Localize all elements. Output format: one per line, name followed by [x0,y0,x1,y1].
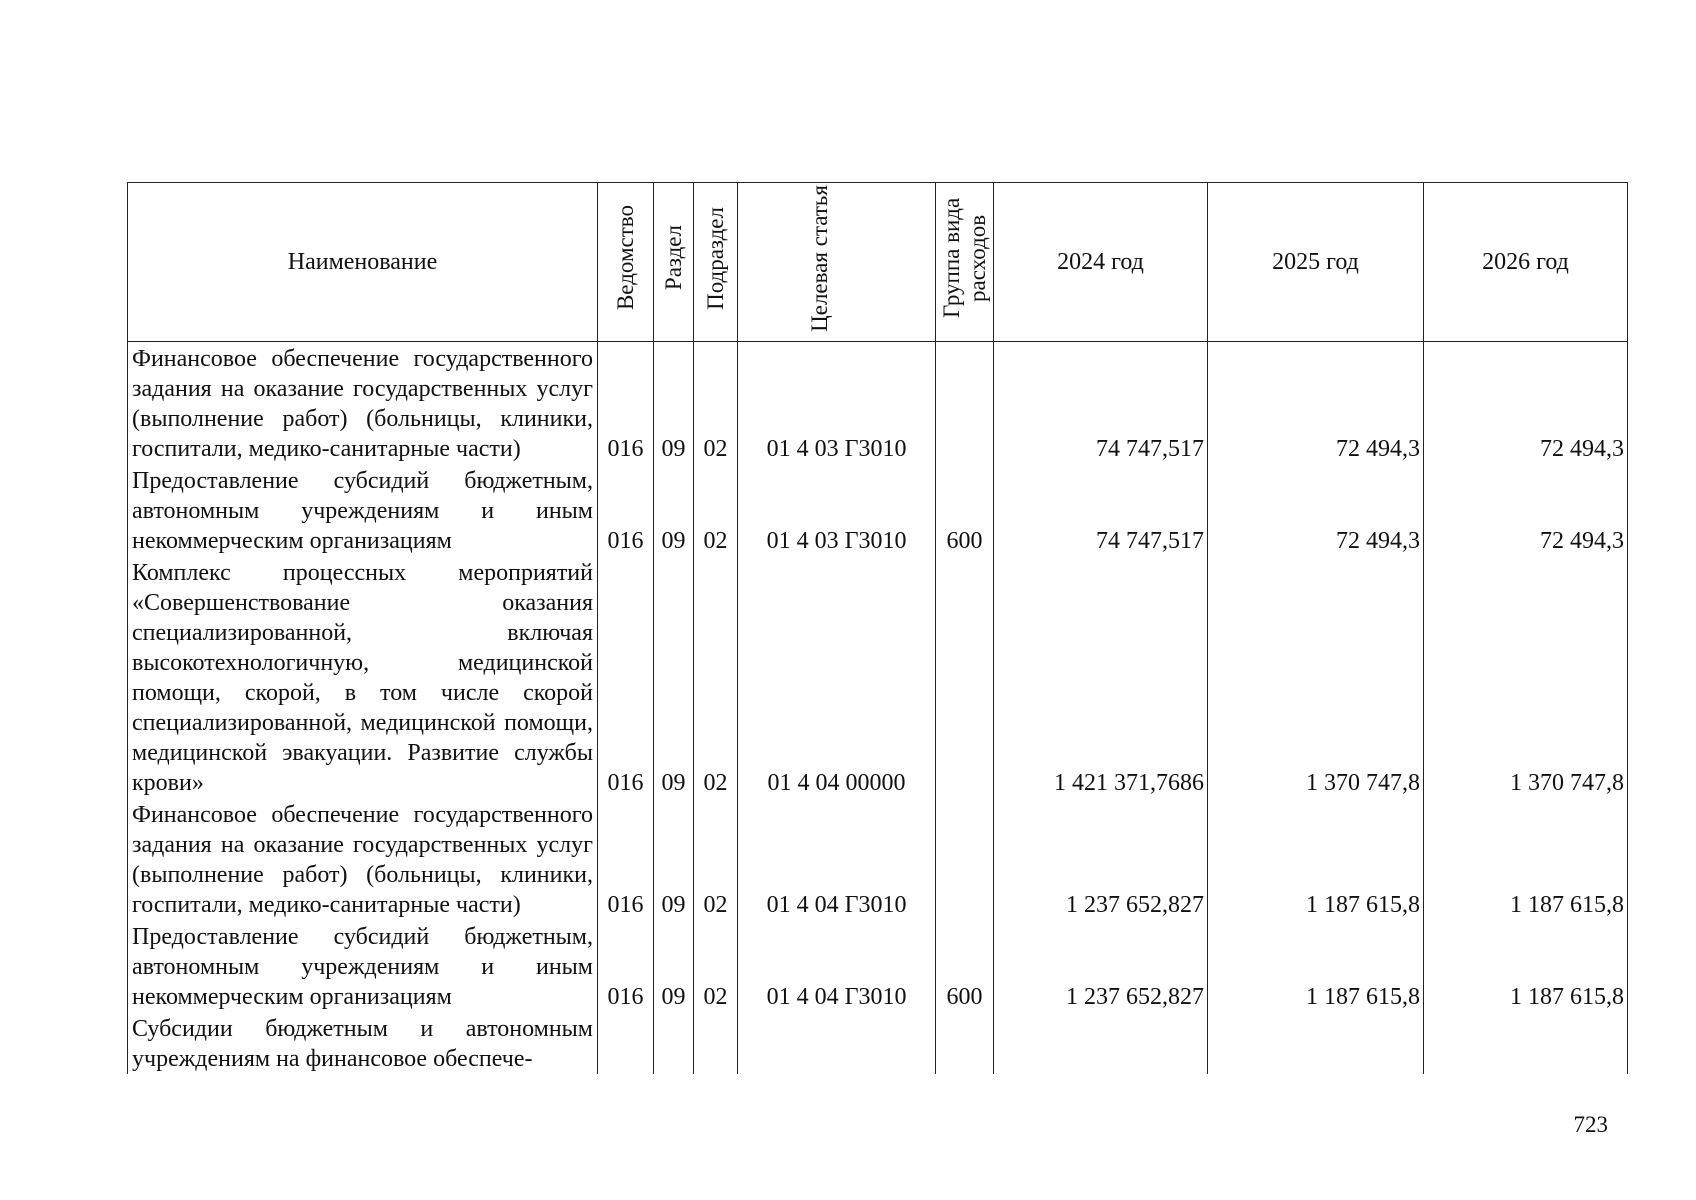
row-amount-2024: 74 747,517 [994,342,1208,465]
row-subsection: 02 [694,342,738,465]
row-amount-2025: 1 187 615,8 [1208,920,1424,1012]
row-amount-2026: 1 187 615,8 [1424,920,1628,1012]
row-department: 016 [598,342,654,465]
table-row [128,798,1628,920]
row-name: Субсидии бюджетным и автономным учреждениям на финансовое обеспече- [128,1012,598,1074]
table-row [128,342,1628,465]
row-amount-2026: 1 370 747,8 [1424,556,1628,798]
header-expense-group [936,183,994,342]
row-expense-group: 600 [936,920,994,1012]
row-target-article [738,1012,936,1074]
row-name: Комплекс процессных мероприятий «Совершенствование оказания специализированной, включая высокотехнологичную, медицинской помощи, скорой, в том числе скорой специализированной, медицинской помощи, медицинской эвакуации. Развитие службы крови» [128,556,598,798]
table-row [128,1012,1628,1074]
row-subsection: 02 [694,798,738,920]
header-year-2026: 2026 год [1424,183,1628,342]
header-target-article-label: Целевая статья [806,184,832,332]
row-amount-2024 [994,1012,1208,1074]
row-department: 016 [598,556,654,798]
row-section: 09 [654,798,694,920]
row-section: 09 [654,556,694,798]
row-department [598,1012,654,1074]
header-department-label: Ведомство [612,205,638,311]
header-target-article [738,183,936,342]
row-section: 09 [654,342,694,465]
header-year-2024: 2024 год [994,183,1208,342]
row-section: 09 [654,920,694,1012]
header-department [598,183,654,342]
row-amount-2025: 72 494,3 [1208,342,1424,465]
row-department: 016 [598,464,654,556]
row-subsection: 02 [694,920,738,1012]
header-section-label: Раздел [660,225,686,291]
header-subsection-label: Подраздел [702,206,728,310]
row-target-article: 01 4 04 Г3010 [738,798,936,920]
row-amount-2024: 1 237 652,827 [994,798,1208,920]
row-expense-group [936,798,994,920]
row-expense-group [936,342,994,465]
row-target-article: 01 4 04 Г3010 [738,920,936,1012]
table-row [128,464,1628,556]
row-amount-2026 [1424,1012,1628,1074]
header-subsection [694,183,738,342]
row-target-article: 01 4 03 Г3010 [738,342,936,465]
header-year-2025: 2025 год [1208,183,1424,342]
row-subsection: 02 [694,556,738,798]
table-row [128,556,1628,798]
row-subsection: 02 [694,464,738,556]
row-amount-2024: 74 747,517 [994,464,1208,556]
row-amount-2024: 1 421 371,7686 [994,556,1208,798]
row-expense-group [936,556,994,798]
row-name: Предоставление субсидий бюджетным, автономным учреждениям и иным некоммерческим организациям [128,920,598,1012]
table-row [128,920,1628,1012]
header-section [654,183,694,342]
row-amount-2024: 1 237 652,827 [994,920,1208,1012]
row-amount-2025 [1208,1012,1424,1074]
table-header-row [128,183,1628,342]
row-department: 016 [598,798,654,920]
budget-table [127,182,1628,1074]
row-amount-2026: 72 494,3 [1424,464,1628,556]
row-expense-group: 600 [936,464,994,556]
row-expense-group [936,1012,994,1074]
row-amount-2026: 1 187 615,8 [1424,798,1628,920]
row-amount-2025: 1 187 615,8 [1208,798,1424,920]
row-section: 09 [654,464,694,556]
row-name: Финансовое обеспечение государственного задания на оказание государственных услуг (выполнение работ) (больницы, клиники, госпитали, медико-санитарные части) [128,798,598,920]
row-department: 016 [598,920,654,1012]
page-number: 723 [1573,1112,1608,1137]
row-amount-2025: 1 370 747,8 [1208,556,1424,798]
row-name: Предоставление субсидий бюджетным, автономным учреждениям и иным некоммерческим организациям [128,464,598,556]
row-subsection [694,1012,738,1074]
header-expense-group-label: Группа вида расходов [938,197,990,319]
row-target-article: 01 4 03 Г3010 [738,464,936,556]
row-target-article: 01 4 04 00000 [738,556,936,798]
header-name: Наименование [128,183,598,342]
row-name: Финансовое обеспечение государственного задания на оказание государственных услуг (выполнение работ) (больницы, клиники, госпитали, медико-санитарные части) [128,342,598,465]
row-section [654,1012,694,1074]
row-amount-2026: 72 494,3 [1424,342,1628,465]
row-amount-2025: 72 494,3 [1208,464,1424,556]
